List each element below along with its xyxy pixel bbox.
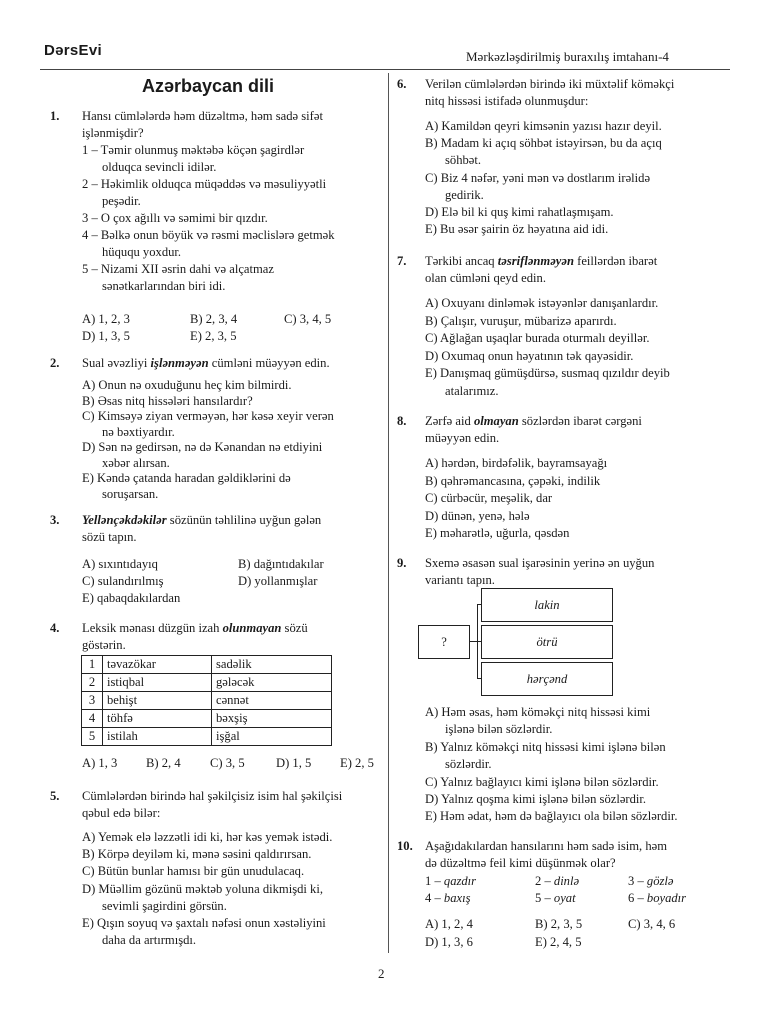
question-stem: də düzəltmə feil kimi düşünmək olar?	[425, 856, 616, 870]
exam-title: Mərkəzləşdirilmiş buraxılış imtahanı-4	[466, 49, 669, 64]
answer-option[interactable]: E) qabaqdakılardan	[82, 591, 181, 605]
answer-option[interactable]: A) sıxıntıdayıq	[82, 557, 158, 571]
question-number: 2.	[50, 356, 60, 370]
answer-option[interactable]: C) Bütün bunlar hamısı bir gün unudulacaq.	[82, 864, 305, 879]
answer-option[interactable]: D) Müəllim gözünü məktəb yoluna dikmişdi ki,	[82, 881, 324, 896]
answer-option[interactable]: A) 1, 2, 4	[425, 917, 473, 931]
table-row	[82, 656, 332, 674]
answer-option[interactable]: C) 3, 4, 6	[628, 917, 676, 931]
table-cell: behişt	[103, 692, 212, 710]
table-cell: təvazökar	[103, 656, 212, 674]
answer-option[interactable]: E) Həm ədat, həm də bağlayıcı ola bilən sözlərdir.	[425, 809, 678, 824]
answer-option[interactable]: A) Yemək elə ləzzətli idi ki, hər kəs yemək istədi.	[82, 830, 333, 844]
header-divider	[40, 69, 730, 70]
answer-option[interactable]: A) 1, 2, 3	[82, 312, 130, 326]
scheme-connector	[477, 641, 481, 642]
question-number: 10.	[397, 839, 413, 853]
question-stem: Hansı cümlələrdə həm düzəltmə, həm sadə sifət	[82, 109, 323, 123]
answer-option[interactable]: C) 3, 5	[210, 756, 245, 770]
table-cell: 1	[82, 656, 103, 674]
lexical-table	[81, 655, 332, 746]
question-stem: göstərin.	[82, 638, 126, 652]
question-stem: nitq hissəsi istifadə olunmuşdur:	[425, 94, 589, 108]
word-item: 6 – boyadır	[628, 891, 687, 905]
answer-option[interactable]: A) Həm əsas, həm köməkçi nitq hissəsi kimi	[425, 705, 651, 719]
answer-option[interactable]: B) qəhrəmancasına, çəpəki, indilik	[425, 473, 601, 488]
column-divider	[388, 73, 389, 953]
answer-option[interactable]: C) sulandırılmış	[82, 574, 164, 588]
word-item: 1 – qazdır	[425, 874, 477, 888]
question-stem: olan cümləni qeyd edin.	[425, 271, 547, 285]
answer-option[interactable]: C) 3, 4, 5	[284, 312, 332, 326]
answer-option-cont: soruşarsan.	[102, 486, 159, 501]
subject-title: Azərbaycan dili	[142, 76, 275, 96]
table-row	[82, 728, 332, 746]
question-stem: Aşağıdakılardan hansılarını həm sadə isim, həm	[425, 839, 668, 853]
answer-option[interactable]: C) Ağlağan uşaqlar burada oturmalı deyillər.	[425, 331, 650, 346]
list-item: 1 – Təmir olunmuş məktəbə köçən şagirdlər	[82, 143, 305, 157]
list-item: sənətkarlarından biri idi.	[102, 279, 226, 293]
answer-option[interactable]: D) Elə bil ki quş kimi rahatlaşmışam.	[425, 205, 614, 220]
question-number: 7.	[397, 254, 407, 268]
question-9-options	[425, 704, 735, 826]
list-item: 5 – Nizami XII əsrin dahi və alçatmaz	[82, 262, 274, 276]
answer-option[interactable]: C) Yalnız bağlayıcı kimi işlənə bilən sözlərdir.	[425, 774, 659, 789]
answer-option[interactable]: E) 2, 3, 5	[190, 329, 237, 343]
table-cell: sadəlik	[212, 656, 332, 674]
question-stem: Leksik mənası düzgün izah olunmayan sözü	[82, 621, 308, 635]
answer-option[interactable]: B) dağıntıdakılar	[238, 557, 324, 571]
answer-option[interactable]: D) 1, 3, 5	[82, 329, 130, 343]
scheme-connector	[477, 604, 481, 605]
answer-option-cont: xəbər alırsan.	[102, 455, 170, 470]
table-cell: 4	[82, 710, 103, 728]
answer-option[interactable]: B) Körpə deyiləm ki, mənə səsini qaldırırsan.	[82, 847, 312, 862]
answer-option-cont: sözlərdir.	[445, 757, 492, 772]
answer-option[interactable]: B) Yalnız köməkçi nitq hissəsi kimi işlənə bilən	[425, 739, 666, 754]
table-cell: gələcək	[212, 674, 332, 692]
page-number: 2	[378, 966, 385, 981]
word-item: 3 – gözlə	[628, 874, 674, 888]
question-stem: müəyyən edin.	[425, 431, 500, 445]
question-stem: Zərfə aid olmayan sözlərdən ibarət cərgəni	[425, 414, 642, 428]
answer-option[interactable]: D) 1, 5	[276, 756, 312, 770]
question-stem: Verilən cümlələrdən birində iki müxtəlif köməkçi	[425, 77, 675, 91]
answer-option[interactable]: D) Yalnız qoşma kimi işlənə bilən sözlərdir.	[425, 792, 647, 807]
word-item: 4 – baxış	[425, 891, 471, 905]
answer-option[interactable]: A) Onun nə oxuduğunu heç kim bilmirdi.	[82, 378, 292, 392]
answer-option-cont: nə bəxtiyardır.	[102, 424, 175, 439]
list-item: olduqca sevincli idilər.	[102, 160, 217, 174]
answer-option-cont: atalarımız.	[445, 383, 499, 398]
answer-option[interactable]: D) 1, 3, 6	[425, 935, 473, 949]
answer-option[interactable]: E) 2, 5	[340, 756, 374, 770]
answer-option-cont: sevimli şagirdini görsün.	[102, 898, 227, 913]
answer-option[interactable]: B) Əsas nitq hissələri hansılardır?	[82, 393, 253, 408]
answer-option[interactable]: A) hərdən, birdəfəlik, bayramsayağı	[425, 456, 608, 470]
answer-option-cont: söhbət.	[445, 153, 482, 168]
table-cell: istilah	[103, 728, 212, 746]
question-number: 9.	[397, 556, 407, 570]
table-cell: töhfə	[103, 710, 212, 728]
answer-option[interactable]: E) Qışın soyuq və şaxtalı nəfəsi onun xəstəliyini	[82, 916, 326, 931]
question-stem: qəbul edə bilər:	[82, 806, 161, 820]
question-number: 5.	[50, 789, 60, 803]
answer-option[interactable]: D) Oxumaq onun həyatının tək qayəsidir.	[425, 348, 634, 363]
table-cell: 2	[82, 674, 103, 692]
scheme-box-bottom: hərçənd	[481, 662, 613, 696]
answer-option[interactable]: E) Kəndə çatanda haradan gəldiklərini də	[82, 471, 291, 485]
answer-option[interactable]: C) Kimsəyə ziyan verməyən, hər kəsə xeyir verən	[82, 409, 334, 423]
answer-option[interactable]: A) Kamildən qeyri kimsənin yazısı hazır deyil.	[425, 119, 662, 133]
table-cell: bəxşiş	[212, 710, 332, 728]
answer-option[interactable]: B) 2, 3, 4	[190, 312, 238, 326]
answer-option[interactable]: B) Madam ki açıq söhbət istəyirsən, bu da açıq	[425, 136, 662, 151]
question-stem: Tərkibi ancaq təsriflənməyən feillərdən ibarət	[425, 254, 658, 268]
table-row	[82, 710, 332, 728]
table-cell: cənnət	[212, 692, 332, 710]
answer-option-cont: gedirik.	[445, 187, 484, 202]
question-number: 1.	[50, 109, 60, 123]
answer-option[interactable]: E) məharətlə, uğurla, qəsdən	[425, 526, 570, 541]
answer-option-cont: işlənə bilən sözlərdir.	[445, 722, 553, 737]
answer-option[interactable]: A) Oxuyanı dinləmək istəyənlər danışanlardır.	[425, 296, 659, 310]
answer-option[interactable]: B) 2, 3, 5	[535, 917, 583, 931]
list-item: 3 – O çox ağıllı və səmimi bir qızdır.	[82, 211, 268, 225]
question-stem: işlənmişdir?	[82, 126, 144, 140]
question-stem: Sxemə əsasən sual işarəsinin yerinə ən uyğun	[425, 556, 655, 570]
logo: DərsEvi	[44, 42, 102, 59]
answer-option[interactable]: B) 2, 4	[146, 756, 181, 770]
answer-option[interactable]: D) yollanmışlar	[238, 574, 318, 588]
word-item: 2 – dinlə	[535, 874, 580, 888]
question-number: 4.	[50, 621, 60, 635]
answer-option-cont: daha da artırmışdı.	[102, 933, 197, 948]
question-number: 3.	[50, 513, 60, 527]
answer-option[interactable]: D) Sən nə gedirsən, nə də Kənandan nə etdiyini	[82, 440, 323, 454]
question-stem: Cümlələrdən birində hal şəkilçisiz isim hal şəkilçisi	[82, 789, 343, 803]
answer-option[interactable]: E) Danışmaq gümüşdürsə, susmaq qızıldır deyib	[425, 366, 670, 381]
question-stem: variantı tapın.	[425, 573, 495, 587]
question-number: 6.	[397, 77, 407, 91]
table-cell: 5	[82, 728, 103, 746]
answer-option[interactable]: C) cürbəcür, meşəlik, dar	[425, 491, 553, 506]
list-item: 2 – Həkimlik olduqca müqəddəs və məsuliyyətli	[82, 177, 327, 191]
table-cell: istiqbal	[103, 674, 212, 692]
answer-option[interactable]: E) Bu əsər şairin öz həyatına aid idi.	[425, 222, 609, 237]
list-item: peşədir.	[102, 194, 141, 208]
table-row	[82, 674, 332, 692]
answer-option[interactable]: E) 2, 4, 5	[535, 935, 582, 949]
question-stem: sözü tapın.	[82, 530, 137, 544]
scheme-box-middle: ötrü	[481, 625, 613, 659]
scheme-box-center: ?	[418, 625, 470, 659]
table-row	[82, 692, 332, 710]
question-stem: Sual əvəzliyi işlənməyən cümləni müəyyən edin.	[82, 356, 330, 370]
list-item: hüququ yoxdur.	[102, 245, 182, 259]
answer-option[interactable]: A) 1, 3	[82, 756, 118, 770]
answer-option[interactable]: B) Çalışır, vuruşur, mübarizə aparırdı.	[425, 313, 617, 328]
answer-option[interactable]: C) Biz 4 nəfər, yəni mən və dostlarım irəlidə	[425, 170, 651, 185]
list-item: 4 – Bəlkə onun böyük və rəsmi məclislərə getmək	[82, 228, 335, 242]
scheme-connector	[477, 678, 481, 679]
answer-option[interactable]: D) dünən, yenə, hələ	[425, 508, 530, 523]
table-cell: 3	[82, 692, 103, 710]
scheme-box-top: lakin	[481, 588, 613, 622]
question-stem: Yellənçəkdəkilər sözünün təhlilinə uyğun gələn	[82, 513, 322, 527]
question-number: 8.	[397, 414, 407, 428]
table-cell: işğal	[212, 728, 332, 746]
word-item: 5 – oyat	[535, 891, 576, 905]
